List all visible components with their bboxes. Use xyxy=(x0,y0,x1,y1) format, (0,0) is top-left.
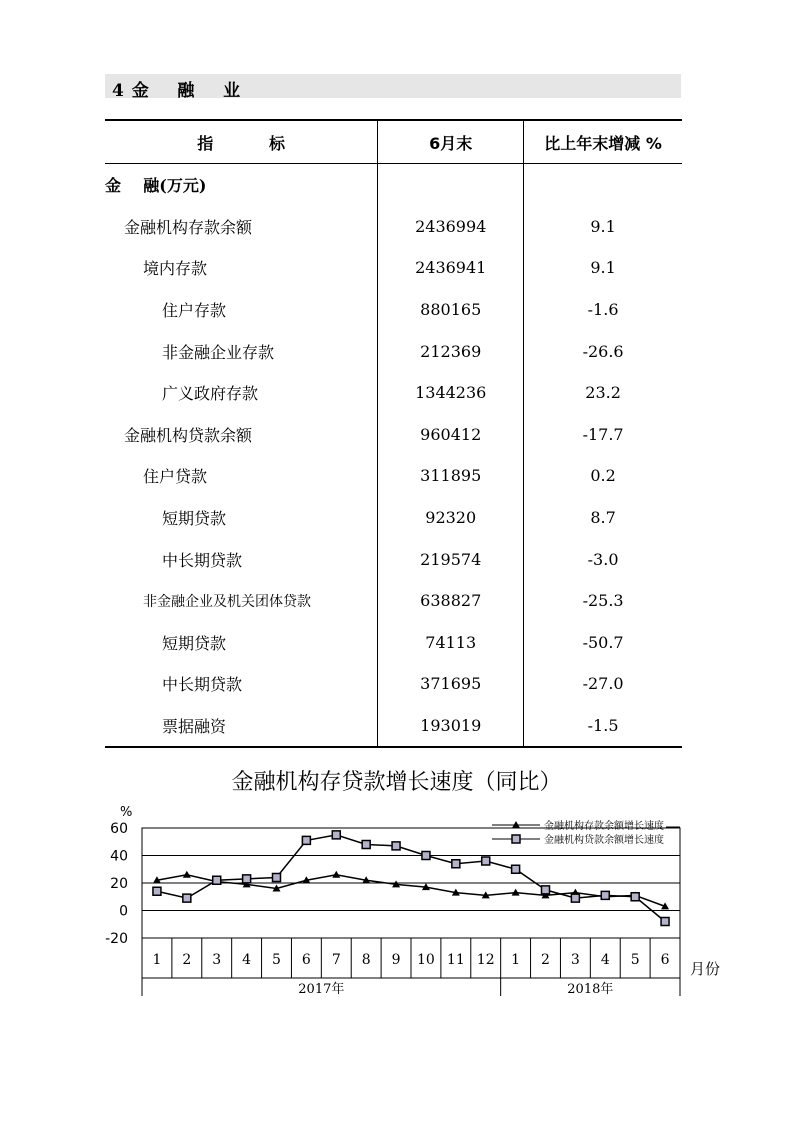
data-point-square xyxy=(631,893,639,901)
data-point-square xyxy=(661,918,669,926)
x-tick-label: 4 xyxy=(242,952,252,968)
y-tick-label: 60 xyxy=(110,821,128,837)
data-point-square xyxy=(273,874,281,882)
x-tick-label: 3 xyxy=(212,952,222,968)
data-point-square xyxy=(243,875,251,883)
row-name: 住户贷款 xyxy=(143,467,208,487)
row-change: -50.7 xyxy=(582,632,624,652)
row-change xyxy=(524,164,682,206)
chart-title: 金融机构存贷款增长速度（同比） xyxy=(231,770,562,795)
row-name: 金融机构贷款余额 xyxy=(124,425,253,445)
year-label: 2018年 xyxy=(567,982,614,997)
row-change: 23.2 xyxy=(585,383,621,403)
data-point-square xyxy=(392,842,400,850)
row-change: -3.0 xyxy=(587,549,619,569)
y-tick-label: 20 xyxy=(110,876,128,892)
data-point-square xyxy=(571,894,579,902)
header-june-end: 6月末 xyxy=(378,120,524,164)
row-change: -27.0 xyxy=(582,674,624,694)
x-tick-label: 11 xyxy=(446,952,465,968)
row-name: 境内存款 xyxy=(143,259,208,279)
x-tick-label: 12 xyxy=(476,952,495,968)
x-tick-label: 10 xyxy=(417,952,435,968)
header-change-percent: 比上年末增减 % xyxy=(524,120,682,164)
legend-label-1: 金融机构存款余额增长速度 xyxy=(544,821,664,832)
y-tick-label: 0 xyxy=(119,903,128,920)
table-row xyxy=(105,330,682,372)
data-point-square xyxy=(422,852,430,860)
growth-line-chart xyxy=(0,795,793,1015)
table-row xyxy=(105,414,682,456)
data-point-square xyxy=(512,865,520,873)
table-row xyxy=(105,622,682,664)
row-name: 住户存款 xyxy=(162,301,227,321)
row-value: 960412 xyxy=(378,414,524,456)
x-tick-label: 5 xyxy=(272,952,281,968)
row-value: 371695 xyxy=(378,663,524,705)
table-row xyxy=(105,206,682,248)
finance-table xyxy=(105,119,682,748)
x-tick-label: 6 xyxy=(301,952,311,968)
x-tick-label: 1 xyxy=(152,952,162,968)
x-tick-label: 2 xyxy=(182,952,192,968)
x-tick-label: 4 xyxy=(600,952,610,968)
row-change: -26.6 xyxy=(582,341,624,361)
row-change: 9.1 xyxy=(590,258,616,278)
x-tick-label: 8 xyxy=(361,952,371,968)
data-point-square xyxy=(332,831,340,839)
row-change: -17.7 xyxy=(582,424,624,444)
table-row xyxy=(105,164,682,206)
row-name: 中长期贷款 xyxy=(162,550,243,570)
row-change: -25.3 xyxy=(582,591,624,611)
data-point-square xyxy=(482,857,490,865)
row-name: 短期贷款 xyxy=(162,509,227,529)
data-point-square xyxy=(362,841,370,849)
data-point-triangle xyxy=(512,889,520,896)
row-value: 92320 xyxy=(378,497,524,539)
table-row xyxy=(105,705,682,748)
row-change: 9.1 xyxy=(590,216,616,236)
row-name: 金融机构存款余额 xyxy=(124,217,253,237)
data-point-square xyxy=(601,891,609,899)
row-value: 638827 xyxy=(378,580,524,622)
row-value: 2436941 xyxy=(378,247,524,289)
x-axis-label: 月份 xyxy=(690,960,721,978)
table-row xyxy=(105,663,682,705)
data-point-triangle xyxy=(183,871,191,878)
section-title: 4 金 融 业 xyxy=(112,81,242,101)
header-indicator: 指 标 xyxy=(105,120,378,164)
row-name: 票据融资 xyxy=(105,705,378,748)
row-name: 金 融(万元) xyxy=(105,176,207,196)
row-value: 880165 xyxy=(378,289,524,331)
x-tick-label: 5 xyxy=(630,952,640,968)
row-value xyxy=(378,164,524,206)
row-name: 非金融企业及机关团体贷款 xyxy=(143,593,311,610)
row-value: 219574 xyxy=(378,538,524,580)
table-row xyxy=(105,580,682,622)
x-tick-label: 3 xyxy=(570,952,580,968)
table-row xyxy=(105,372,682,414)
legend-label-2: 金融机构贷款余额增长速度 xyxy=(544,835,664,846)
x-tick-label: 7 xyxy=(331,952,341,968)
table-row xyxy=(105,289,682,331)
row-value: 311895 xyxy=(378,455,524,497)
row-change: -1.5 xyxy=(524,705,682,748)
row-value: 74113 xyxy=(378,622,524,664)
row-change: 0.2 xyxy=(590,466,616,486)
row-value: 2436994 xyxy=(378,206,524,248)
row-name: 广义政府存款 xyxy=(162,384,259,404)
row-name: 非金融企业存款 xyxy=(162,342,275,362)
table-header-row xyxy=(105,120,682,164)
series-line-2 xyxy=(157,835,665,922)
x-tick-label: 2 xyxy=(541,952,550,968)
data-point-square xyxy=(213,876,221,884)
table-row xyxy=(105,247,682,289)
row-value: 212369 xyxy=(378,330,524,372)
data-point-square xyxy=(183,894,191,902)
y-axis-unit-label: % xyxy=(120,805,133,820)
x-tick-label: 9 xyxy=(391,952,401,968)
row-value: 1344236 xyxy=(378,372,524,414)
data-point-square xyxy=(302,836,310,844)
data-point-square xyxy=(153,887,161,895)
row-name: 中长期贷款 xyxy=(162,675,243,695)
y-tick-label: 40 xyxy=(110,848,128,865)
data-point-square xyxy=(452,860,460,868)
y-tick-label: -20 xyxy=(105,931,128,947)
table-row xyxy=(105,455,682,497)
legend-marker-square xyxy=(512,835,520,843)
year-label: 2017年 xyxy=(298,982,345,997)
row-value: 193019 xyxy=(378,705,524,748)
data-point-square xyxy=(542,886,550,894)
table-row xyxy=(105,538,682,580)
row-change: 8.7 xyxy=(590,508,616,528)
data-point-triangle xyxy=(332,871,340,878)
row-change: -1.6 xyxy=(587,300,619,320)
x-tick-label: 6 xyxy=(660,952,670,968)
row-name: 短期贷款 xyxy=(162,633,227,653)
x-tick-label: 1 xyxy=(511,952,521,968)
table-row xyxy=(105,497,682,539)
